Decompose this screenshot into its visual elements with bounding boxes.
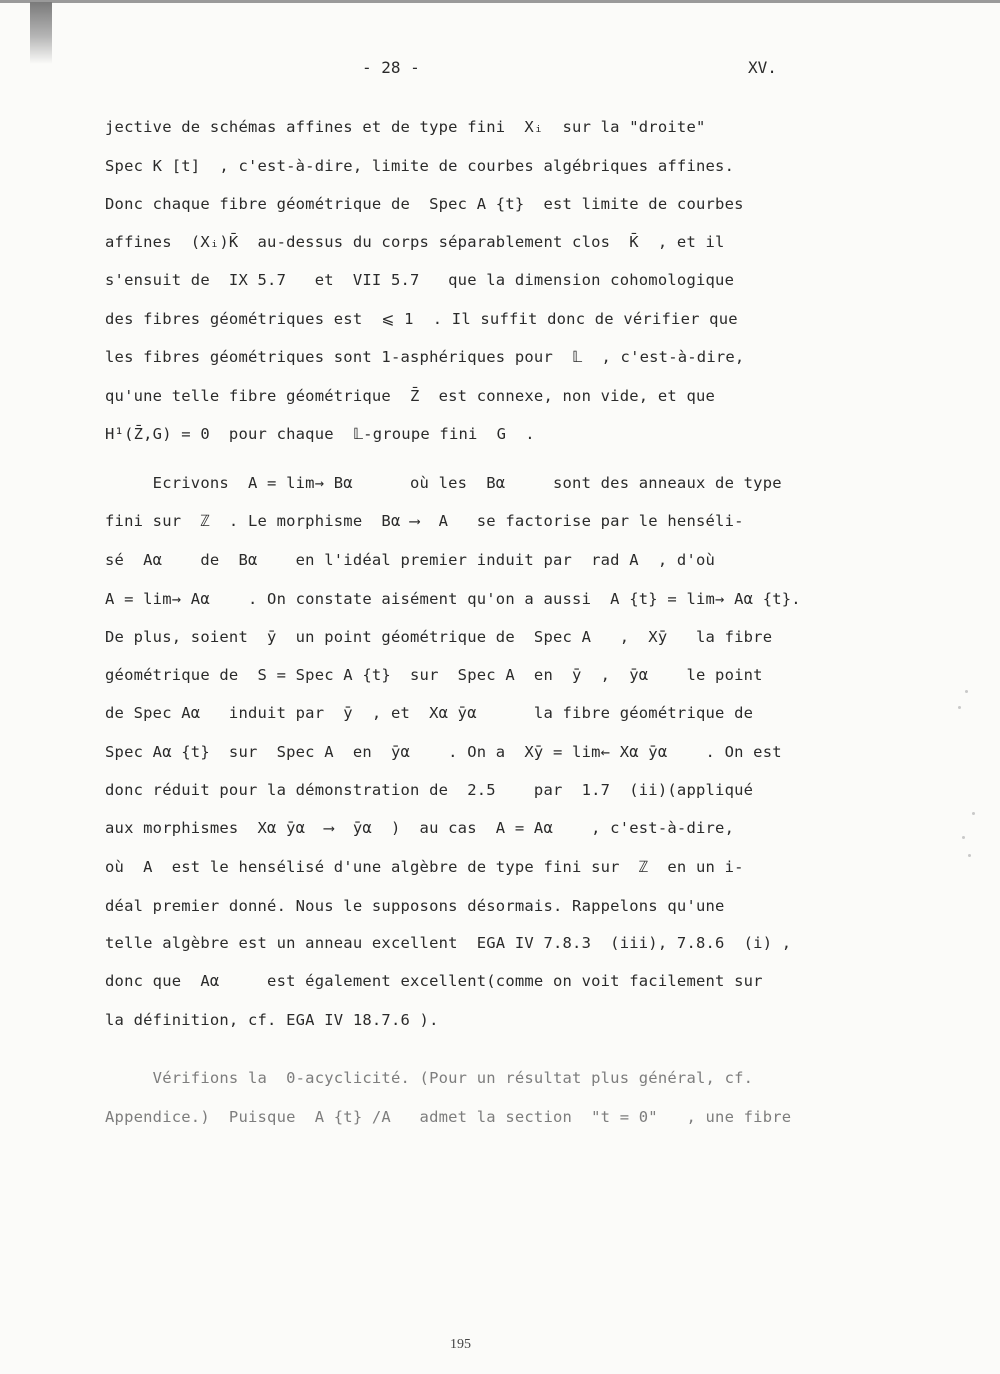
text-line: fini sur ℤ . Le morphisme Bα ⟶ A se factorise par le henséli- [105, 512, 744, 530]
text-line: où A est le hensélisé d'une algèbre de type fini sur ℤ en un i- [105, 858, 744, 876]
text-line: Ecrivons A = lim→ Bα où les Bα sont des anneaux de type [105, 474, 782, 492]
text-line: la définition, cf. EGA IV 18.7.6 ). [105, 1011, 439, 1029]
text-line: s'ensuit de IX 5.7 et VII 5.7 que la dimension cohomologique [105, 271, 735, 289]
scan-speck [968, 854, 971, 857]
scan-speck [972, 812, 975, 815]
text-line: de Spec Aα induit par ȳ , et Xα ȳα la fibre géométrique de [105, 704, 754, 722]
text-line: affines (Xᵢ)K̄ au-dessus du corps séparablement clos K̄ , et il [105, 233, 725, 251]
text-line: des fibres géométriques est ⩽ 1 . Il suffit donc de vérifier que [105, 310, 738, 328]
text-line: qu'une telle fibre géométrique Z̄ est connexe, non vide, et que [105, 387, 716, 405]
page-top-edge [0, 0, 1000, 3]
folio-number: 195 [450, 1337, 471, 1352]
scan-speck [958, 706, 961, 709]
text-line: telle algèbre est un anneau excellent EGA IV 7.8.3 (iii), 7.8.6 (i) , [105, 934, 792, 952]
text-line: A = lim→ Aα . On constate aisément qu'on a aussi A {t} = lim→ Aα {t}. [105, 590, 801, 608]
text-line: géométrique de S = Spec A {t} sur Spec A en ȳ , ȳα le point [105, 666, 763, 684]
text-line: Donc chaque fibre géométrique de Spec A {t} est limite de courbes [105, 195, 744, 213]
chapter-label: XV. [748, 58, 777, 77]
text-line: déal premier donné. Nous le supposons désormais. Rappelons qu'une [105, 897, 725, 915]
text-line: aux morphismes Xα ȳα ⟶ ȳα ) au cas A = Aα , c'est-à-dire, [105, 819, 735, 837]
text-line: H¹(Z̄,G) = 0 pour chaque 𝕃-groupe fini G . [105, 425, 535, 443]
text-line: donc réduit pour la démonstration de 2.5 par 1.7 (ii)(appliqué [105, 781, 754, 799]
scan-speck [962, 836, 965, 839]
page-number: - 28 - [362, 58, 420, 77]
text-line: les fibres géométriques sont 1-asphériques pour 𝕃 , c'est-à-dire, [105, 348, 745, 366]
scan-artifact [30, 2, 52, 64]
text-line: De plus, soient ȳ un point géométrique de Spec A , Xȳ la fibre [105, 628, 773, 646]
scan-speck [965, 690, 968, 693]
text-line: Vérifions la 0-acyclicité. (Pour un résultat plus général, cf. [105, 1069, 754, 1087]
text-line: donc que Aα est également excellent(comme on voit facilement sur [105, 972, 763, 990]
text-line: jective de schémas affines et de type fini Xᵢ sur la "droite" [105, 118, 706, 136]
text-line: Spec Aα {t} sur Spec A en ȳα . On a Xȳ = lim← Xα ȳα . On est [105, 743, 782, 761]
text-line: sé Aα de Bα en l'idéal premier induit par rad A , d'où [105, 551, 716, 569]
text-line: Spec K [t] , c'est-à-dire, limite de courbes algébriques affines. [105, 157, 735, 175]
text-line: Appendice.) Puisque A {t} /A admet la section "t = 0" , une fibre [105, 1108, 792, 1126]
